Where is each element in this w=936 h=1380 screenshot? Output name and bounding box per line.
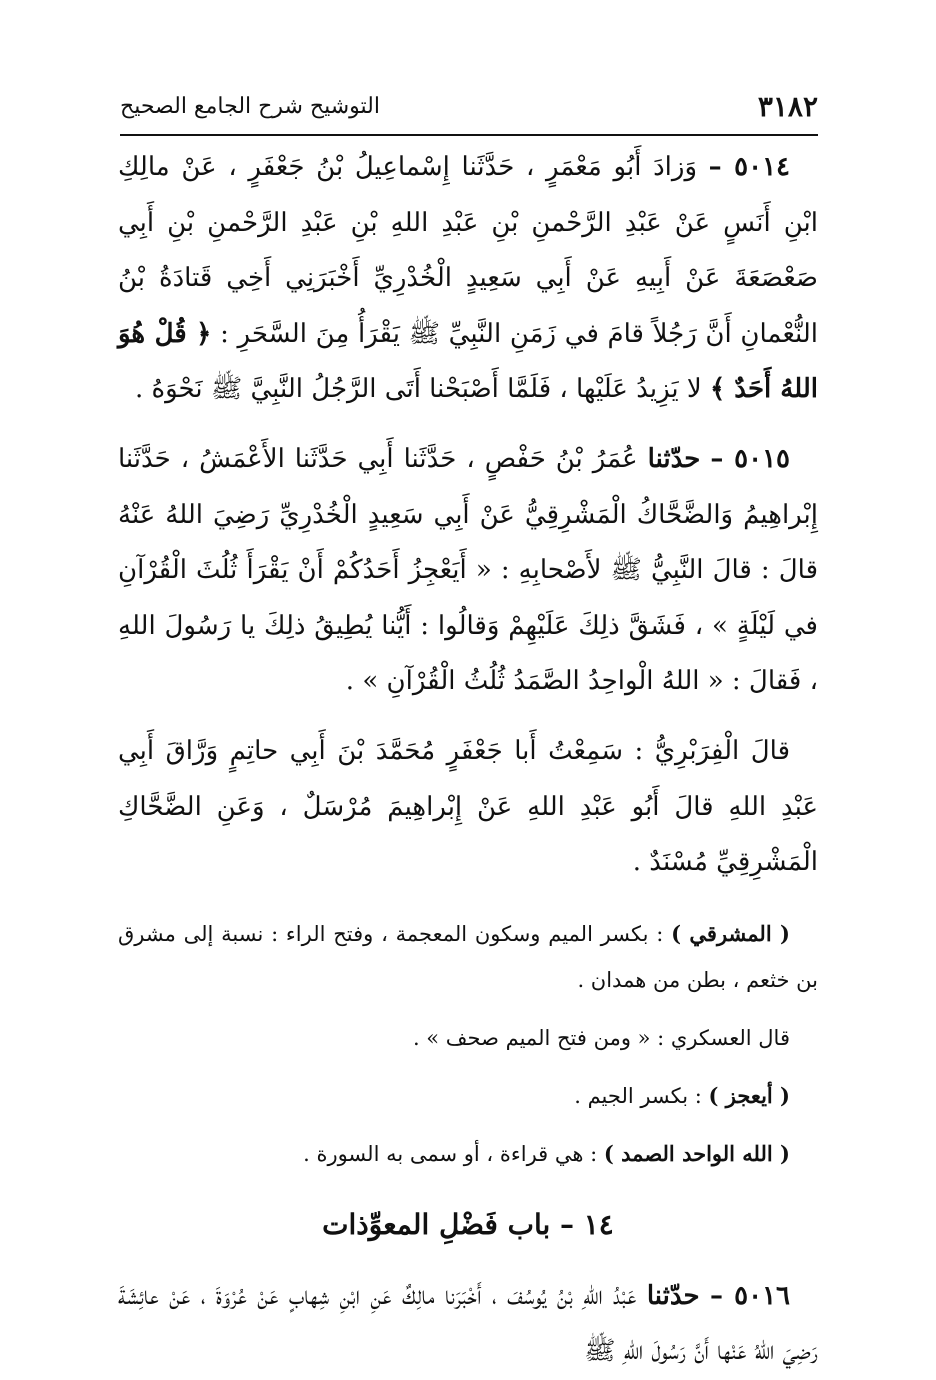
note-mashriqi bbox=[118, 911, 818, 1003]
hadith-5015 bbox=[118, 432, 818, 710]
hadith-5014 bbox=[118, 140, 818, 418]
haddathana-label: حدّثنا bbox=[646, 1280, 700, 1311]
note-samad bbox=[118, 1131, 818, 1177]
note-text: : هي قراءة ، أو سمى به السورة . bbox=[303, 1141, 598, 1166]
running-title: التوشيح شرح الجامع الصحيح bbox=[120, 94, 380, 119]
note-term: ( المشرقي ) bbox=[671, 920, 790, 946]
hadith-text: عُمَرُ بْنُ حَفْصٍ ، حَدَّثَنا أَبِي حَدَّثَنا الأَعْمَشُ ، حَدَّثَنا إِبْراهِيمُ وَالضَّحَّاكُ الْمَشْرِقِيُّ عَنْ أَبِي سَعِيدٍ الْخُدْرِيِّ رَضِيَ اللهُ عَنْهُ قالَ : قالَ النَّبِيُّ ﷺ لأَصْحابِهِ : « أَيَعْجِزُ أَحَدُكُمْ أَنْ يَقْرَأَ ثُلُثَ الْقُرْآنِ في لَيْلَةٍ » ، فَشَقَّ ذلِكَ عَلَيْهِمْ وَقالُوا : أَيُّنا يُطِيقُ ذلِكَ يا رَسُولَ اللهِ ، فَقالَ : « اللهُ الْواحِدُ الصَّمَدُ ثُلُثُ الْقُرْآنِ » . bbox=[118, 443, 818, 697]
hadith-number: ٥٠١٦ – bbox=[709, 1280, 791, 1311]
hadith-number: ٥٠١٥ – bbox=[710, 443, 790, 474]
note-term: ( الله الواحد الصمد ) bbox=[603, 1140, 790, 1166]
quran-quote: ﴿ قُلْ هُوَ اللهُ أَحَدٌ ﴾ bbox=[118, 318, 818, 405]
firabri-note bbox=[118, 724, 818, 891]
note-askari bbox=[118, 1015, 818, 1061]
chapter-title: ١٤ – باب فَضْلِ المعوِّذات bbox=[322, 1207, 614, 1241]
hadith-5016 bbox=[118, 1269, 818, 1380]
hadith-text: وَزادَ أَبُو مَعْمَرٍ ، حَدَّثَنا إِسْماعِيلُ بْنُ جَعْفَرٍ ، عَنْ مالِكِ ابْنِ أَنَسٍ عَنْ عَبْدِ الرَّحْمنِ بْنِ عَبْدِ اللهِ بْنِ عَبْدِ الرَّحْمنِ بْنِ أَبِي صَعْصَعَةَ عَنْ أَبِيهِ عَنْ أَبِي سَعِيدٍ الْخُدْرِيِّ أَخْبَرَنِي أَخِي قَتادَةُ بْنُ النُّعْمانِ أَنَّ رَجُلاً قامَ في زَمَنِ النَّبِيِّ ﷺ يَقْرَأُ مِنَ السَّحَرِ : bbox=[118, 152, 818, 349]
note-text: : بكسر الميم وسكون المعجمة ، وفتح الراء : نسبة إلى مشرق بن خثعم ، بطن من همدان . bbox=[118, 921, 818, 992]
firabri-text: قالَ الْفِرَبْرِيُّ : سَمِعْتُ أَبا جَعْفَرٍ مُحَمَّدَ بْنَ أَبِي حاتِمٍ وَرَّاقَ أَبِي عَبْدِ اللهِ قالَ أَبُو عَبْدِ اللهِ عَنْ إِبْراهِيمَ مُرْسَلٌ ، وَعَنِ الضَّحَّاكِ الْمَشْرِقِيِّ مُسْنَدٌ . bbox=[118, 735, 818, 878]
note-text: قال العسكري : « ومن فتح الميم صحف » . bbox=[412, 1025, 790, 1050]
commentary-notes bbox=[118, 911, 818, 1177]
note-text: : بكسر الجيم . bbox=[574, 1083, 702, 1108]
hadith-number: ٥٠١٤ – bbox=[708, 152, 790, 182]
page-header bbox=[120, 88, 818, 136]
page-number: ٣١٨٢ bbox=[757, 90, 818, 123]
note-ayajiz bbox=[118, 1073, 818, 1119]
haddathana-label: حدّثنا bbox=[647, 443, 701, 474]
page-body bbox=[118, 140, 818, 1380]
hadith-text-tail: لا يَزِيدُ عَلَيْها ، فَلَمَّا أَصْبَحْنا أَتَى الرَّجُلُ النَّبِيَّ ﷺ نَحْوَهُ . bbox=[134, 374, 702, 405]
note-term: ( أيعجز ) bbox=[708, 1082, 790, 1108]
hadith-text: عَبْدُ اللهِ بْنُ يُوسُفَ ، أَخْبَرَنا مالِكٌ عَنِ ابْنِ شِهابٍ عَنْ عُرْوَةَ ، عَنْ عائِشَةَ رَضِيَ اللهُ عَنْها أَنَّ رَسُولَ اللهِ ﷺ bbox=[118, 1280, 818, 1367]
